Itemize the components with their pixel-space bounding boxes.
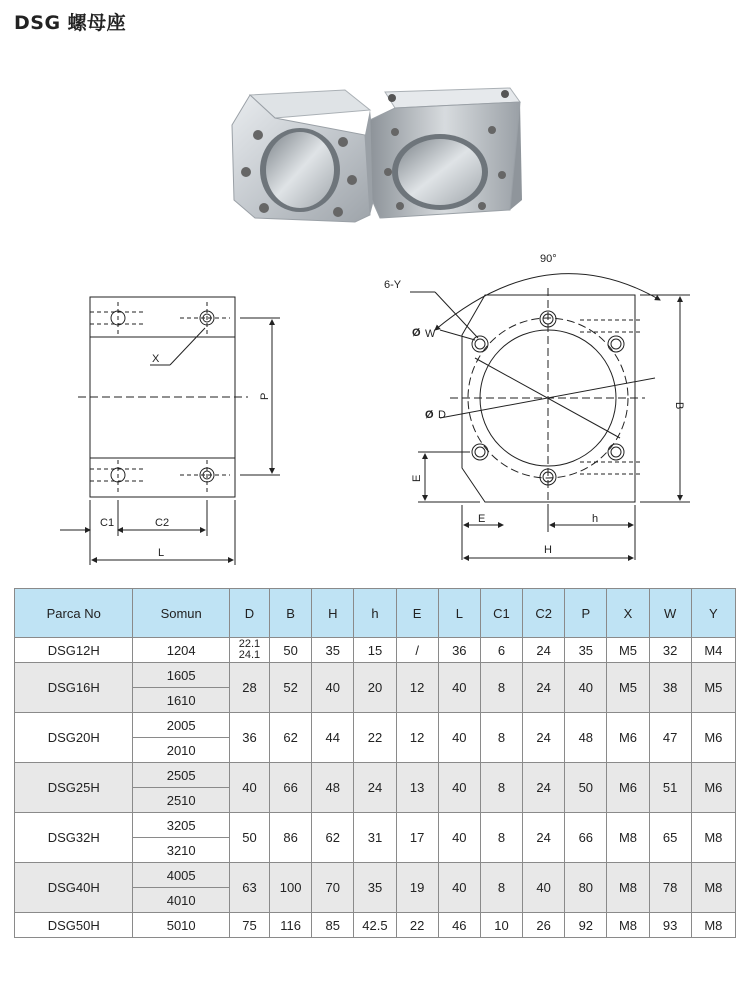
nut-cell: 2510	[133, 788, 229, 813]
diameter-value: 63	[242, 880, 257, 895]
part-number-cell: DSG25H	[15, 763, 133, 813]
column-header: W	[649, 589, 691, 638]
value-cell-hs: 35	[354, 863, 396, 913]
nut-seat-right-image	[370, 88, 522, 218]
nut-cell: 1204	[133, 638, 229, 663]
value-cell-b: 62	[270, 713, 312, 763]
value-cell-c2: 24	[523, 638, 565, 663]
dim-label-e: E	[478, 513, 486, 525]
value-cell-w: 78	[649, 863, 691, 913]
value-cell-y: M5	[691, 663, 735, 713]
column-header: H	[312, 589, 354, 638]
part-number-cell: DSG40H	[15, 863, 133, 913]
table-row	[15, 638, 736, 663]
nut-cell: 1610	[133, 688, 229, 713]
part-number-cell: DSG16H	[15, 663, 133, 713]
nut-cell: 4010	[133, 888, 229, 913]
value-cell-d	[229, 638, 269, 663]
value-cell-d	[229, 913, 269, 938]
value-cell-l: 40	[438, 713, 480, 763]
column-header: E	[396, 589, 438, 638]
part-number-cell: DSG20H	[15, 713, 133, 763]
value-cell-p: 48	[565, 713, 607, 763]
value-cell-c2: 24	[523, 763, 565, 813]
nut-cell: 1605	[133, 663, 229, 688]
value-cell-hs: 15	[354, 638, 396, 663]
table-row	[15, 813, 736, 838]
dim-label-b: B	[673, 402, 685, 410]
nut-cell: 3210	[133, 838, 229, 863]
value-cell-hs: 42.5	[354, 913, 396, 938]
value-cell-b: 100	[270, 863, 312, 913]
dim-label-p: P	[259, 392, 271, 400]
spec-table	[14, 588, 736, 938]
column-header: L	[438, 589, 480, 638]
value-cell-p: 35	[565, 638, 607, 663]
value-cell-y: M8	[691, 863, 735, 913]
diameter-value: 40	[242, 780, 257, 795]
table-header-row	[15, 589, 736, 638]
value-cell-hs: 24	[354, 763, 396, 813]
column-header: B	[270, 589, 312, 638]
front-view-drawing	[410, 274, 690, 560]
diameter-value: 75	[242, 917, 257, 933]
value-cell-d	[229, 813, 269, 863]
value-cell-y: M8	[691, 813, 735, 863]
value-cell-x: M6	[607, 763, 649, 813]
value-cell-x: M8	[607, 863, 649, 913]
diameter-value: 50	[242, 830, 257, 845]
nut-cell: 4005	[133, 863, 229, 888]
value-cell-l: 40	[438, 813, 480, 863]
value-cell-w: 93	[649, 913, 691, 938]
value-cell-y: M4	[691, 638, 735, 663]
value-cell-l: 40	[438, 763, 480, 813]
value-cell-c1: 8	[480, 713, 522, 763]
value-cell-c2: 24	[523, 713, 565, 763]
column-header: D	[229, 589, 269, 638]
table-row	[15, 863, 736, 888]
nut-cell: 2005	[133, 713, 229, 738]
value-cell-x: M6	[607, 713, 649, 763]
nut-seat-left-image	[232, 90, 378, 222]
value-cell-e: /	[396, 638, 438, 663]
value-cell-c2: 26	[523, 913, 565, 938]
value-cell-c1: 8	[480, 863, 522, 913]
nut-cell: 3205	[133, 813, 229, 838]
value-cell-l: 40	[438, 663, 480, 713]
value-cell-l: 40	[438, 863, 480, 913]
nut-cell: 5010	[133, 913, 229, 938]
value-cell-d	[229, 863, 269, 913]
dim-label-w: W	[425, 328, 436, 340]
value-cell-y: M6	[691, 763, 735, 813]
value-cell-d	[229, 763, 269, 813]
table-row	[15, 713, 736, 738]
value-cell-c1: 8	[480, 813, 522, 863]
column-header: h	[354, 589, 396, 638]
part-number-cell: DSG32H	[15, 813, 133, 863]
diameter-symbol: Ø	[425, 409, 434, 421]
value-cell-c2: 40	[523, 863, 565, 913]
diameter-value: 28	[242, 680, 257, 695]
value-cell-e: 19	[396, 863, 438, 913]
value-cell-e: 13	[396, 763, 438, 813]
diameter-value: 24.1	[238, 649, 261, 661]
value-cell-w: 47	[649, 713, 691, 763]
part-number-cell: DSG50H	[15, 913, 133, 938]
dim-label-d: D	[438, 409, 446, 421]
dim-label-h-small: h	[592, 513, 599, 525]
value-cell-e: 17	[396, 813, 438, 863]
column-header: Y	[691, 589, 735, 638]
value-cell-p: 80	[565, 863, 607, 913]
side-view-drawing	[60, 297, 280, 565]
value-cell-h: 85	[312, 913, 354, 938]
product-photo	[220, 80, 540, 230]
value-cell-b: 50	[270, 638, 312, 663]
table-row	[15, 913, 736, 938]
dim-label-l: L	[158, 547, 165, 559]
value-cell-w: 38	[649, 663, 691, 713]
value-cell-b: 66	[270, 763, 312, 813]
value-cell-w: 32	[649, 638, 691, 663]
dim-label-e-vertical: E	[411, 474, 423, 482]
value-cell-hs: 31	[354, 813, 396, 863]
value-cell-hs: 20	[354, 663, 396, 713]
value-cell-d	[229, 713, 269, 763]
diameter-symbol: Ø	[412, 327, 421, 339]
diameter-value: 36	[242, 730, 257, 745]
column-header: P	[565, 589, 607, 638]
value-cell-b: 86	[270, 813, 312, 863]
value-cell-h: 40	[312, 663, 354, 713]
value-cell-h: 48	[312, 763, 354, 813]
dim-label-angle: 90°	[540, 253, 557, 265]
value-cell-p: 40	[565, 663, 607, 713]
page-title: DSG 螺母座	[14, 12, 127, 34]
column-header: X	[607, 589, 649, 638]
value-cell-c1: 8	[480, 763, 522, 813]
value-cell-h: 35	[312, 638, 354, 663]
value-cell-h: 70	[312, 863, 354, 913]
value-cell-l: 36	[438, 638, 480, 663]
value-cell-x: M8	[607, 813, 649, 863]
table-row	[15, 663, 736, 688]
dim-label-c2: C2	[155, 517, 170, 529]
nut-cell: 2010	[133, 738, 229, 763]
dim-label-h: H	[544, 544, 552, 556]
column-header: Somun	[133, 589, 229, 638]
value-cell-h: 44	[312, 713, 354, 763]
value-cell-b: 52	[270, 663, 312, 713]
value-cell-p: 92	[565, 913, 607, 938]
value-cell-d	[229, 663, 269, 713]
column-header: Parca No	[15, 589, 133, 638]
value-cell-x: M5	[607, 663, 649, 713]
value-cell-e: 22	[396, 913, 438, 938]
part-number-cell: DSG12H	[15, 638, 133, 663]
value-cell-p: 66	[565, 813, 607, 863]
column-header: C2	[523, 589, 565, 638]
value-cell-b: 116	[270, 913, 312, 938]
value-cell-c2: 24	[523, 813, 565, 863]
value-cell-p: 50	[565, 763, 607, 813]
value-cell-h: 62	[312, 813, 354, 863]
value-cell-w: 65	[649, 813, 691, 863]
value-cell-e: 12	[396, 713, 438, 763]
value-cell-x: M5	[607, 638, 649, 663]
value-cell-c1: 8	[480, 663, 522, 713]
value-cell-c1: 10	[480, 913, 522, 938]
nut-cell: 2505	[133, 763, 229, 788]
value-cell-c2: 24	[523, 663, 565, 713]
value-cell-x: M8	[607, 913, 649, 938]
value-cell-l: 46	[438, 913, 480, 938]
value-cell-w: 51	[649, 763, 691, 813]
dim-label-holes: 6-Y	[384, 279, 402, 291]
dim-label-x: X	[152, 353, 160, 365]
dim-label-c1: C1	[100, 517, 115, 529]
diameter-value: 22.1	[238, 638, 261, 650]
value-cell-c1: 6	[480, 638, 522, 663]
value-cell-y: M8	[691, 913, 735, 938]
value-cell-y: M6	[691, 713, 735, 763]
value-cell-e: 12	[396, 663, 438, 713]
table-row	[15, 763, 736, 788]
value-cell-hs: 22	[354, 713, 396, 763]
technical-drawing	[0, 240, 750, 580]
column-header: C1	[480, 589, 522, 638]
